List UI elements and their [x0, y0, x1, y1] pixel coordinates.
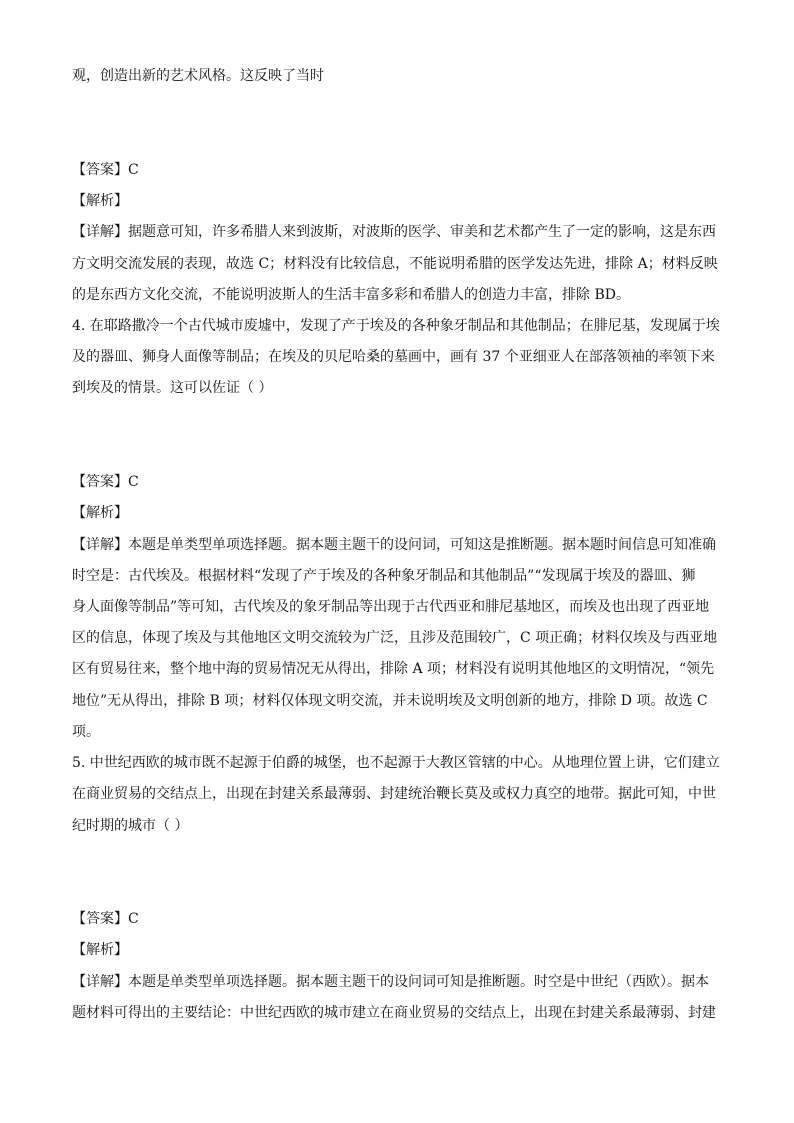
q3-stem-tail: 观，创造出新的艺术风格。这反映了当时 [72, 68, 324, 84]
q5-detail-line: 题材料可得出的主要结论：中世纪西欧的城市建立在商业贸易的交结点上，出现在封建关系最薄弱、封建 [72, 1005, 716, 1021]
q5-stem-line: 在商业贸易的交结点上，出现在封建关系最薄弱、封建统治鞭长莫及或权力真空的地带。据此可知，中世 [72, 786, 716, 802]
q3-detail-line: 的是东西方文化交流，不能说明波斯人的生活丰富多彩和希腊人的创造力丰富，排除 BD。 [72, 287, 630, 303]
q4-stem-line: 及的器皿、狮身人面像等制品；在埃及的贝尼哈桑的墓画中，画有 37 个亚细亚人在部落领袖的率领下来 [72, 349, 715, 365]
q4-detail-line: 【详解】本题是单类型单项选择题。据本题主题干的设问词，可知这是推断题。据本题时间信息可知准确 [72, 537, 716, 553]
q4-detail-line: 区的信息，体现了埃及与其他地区文明交流较为广泛，且涉及范围较广，C 项正确；材料仅埃及与西亚地 [72, 630, 718, 646]
q4-stem-line: 4. 在耶路撒冷一个古代城市废墟中，发现了产于埃及的各种象牙制品和其他制品；在腓尼基，发现属于埃 [72, 318, 720, 334]
q4-stem-line: 到埃及的情景。这可以佐证（ ） [72, 380, 273, 396]
q4-detail-line: 项。 [72, 724, 100, 740]
q3-analysis-label: 【解析】 [72, 193, 128, 209]
q4-detail-line: 区有贸易往来，整个地中海的贸易情况无从得出，排除 A 项；材料没有说明其他地区的文明情况，“领先 [72, 661, 715, 677]
q3-detail-line: 方文明交流发展的表现，故选 C；材料没有比较信息，不能说明希腊的医学发达先进，排除 A；材料反映 [72, 256, 718, 272]
q3-answer: 【答案】C [72, 162, 139, 178]
q4-analysis-label: 【解析】 [72, 505, 128, 521]
q5-answer: 【答案】C [72, 911, 139, 927]
q5-analysis-label: 【解析】 [72, 942, 128, 958]
q4-detail-line: 地位”无从得出，排除 B 项；材料仅体现文明交流，并未说明埃及文明创新的地方，排除 D 项。故选 C [72, 693, 708, 709]
q4-answer: 【答案】C [72, 474, 139, 490]
q3-detail-line: 【详解】据题意可知，许多希腊人来到波斯，对波斯的医学、审美和艺术都产生了一定的影响，这是东西 [72, 224, 716, 240]
q5-detail-line: 【详解】本题是单类型单项选择题。据本题主题干的设问词可知是推断题。时空是中世纪（西欧）。据本 [72, 974, 709, 990]
q5-stem-line: 5. 中世纪西欧的城市既不起源于伯爵的城堡，也不起源于大教区管辖的中心。从地理位置上讲，它们建立 [72, 755, 720, 771]
q5-stem-line: 纪时期的城市（ ） [72, 818, 189, 834]
q4-detail-line: 时空是：古代埃及。根据材料“发现了产于埃及的各种象牙制品和其他制品”“发现属于埃及的器皿、狮 [72, 568, 696, 584]
q4-detail-line: 身人面像等制品”等可知，古代埃及的象牙制品等出现于古代西亚和腓尼基地区，而埃及也出现了西亚地 [72, 599, 710, 615]
